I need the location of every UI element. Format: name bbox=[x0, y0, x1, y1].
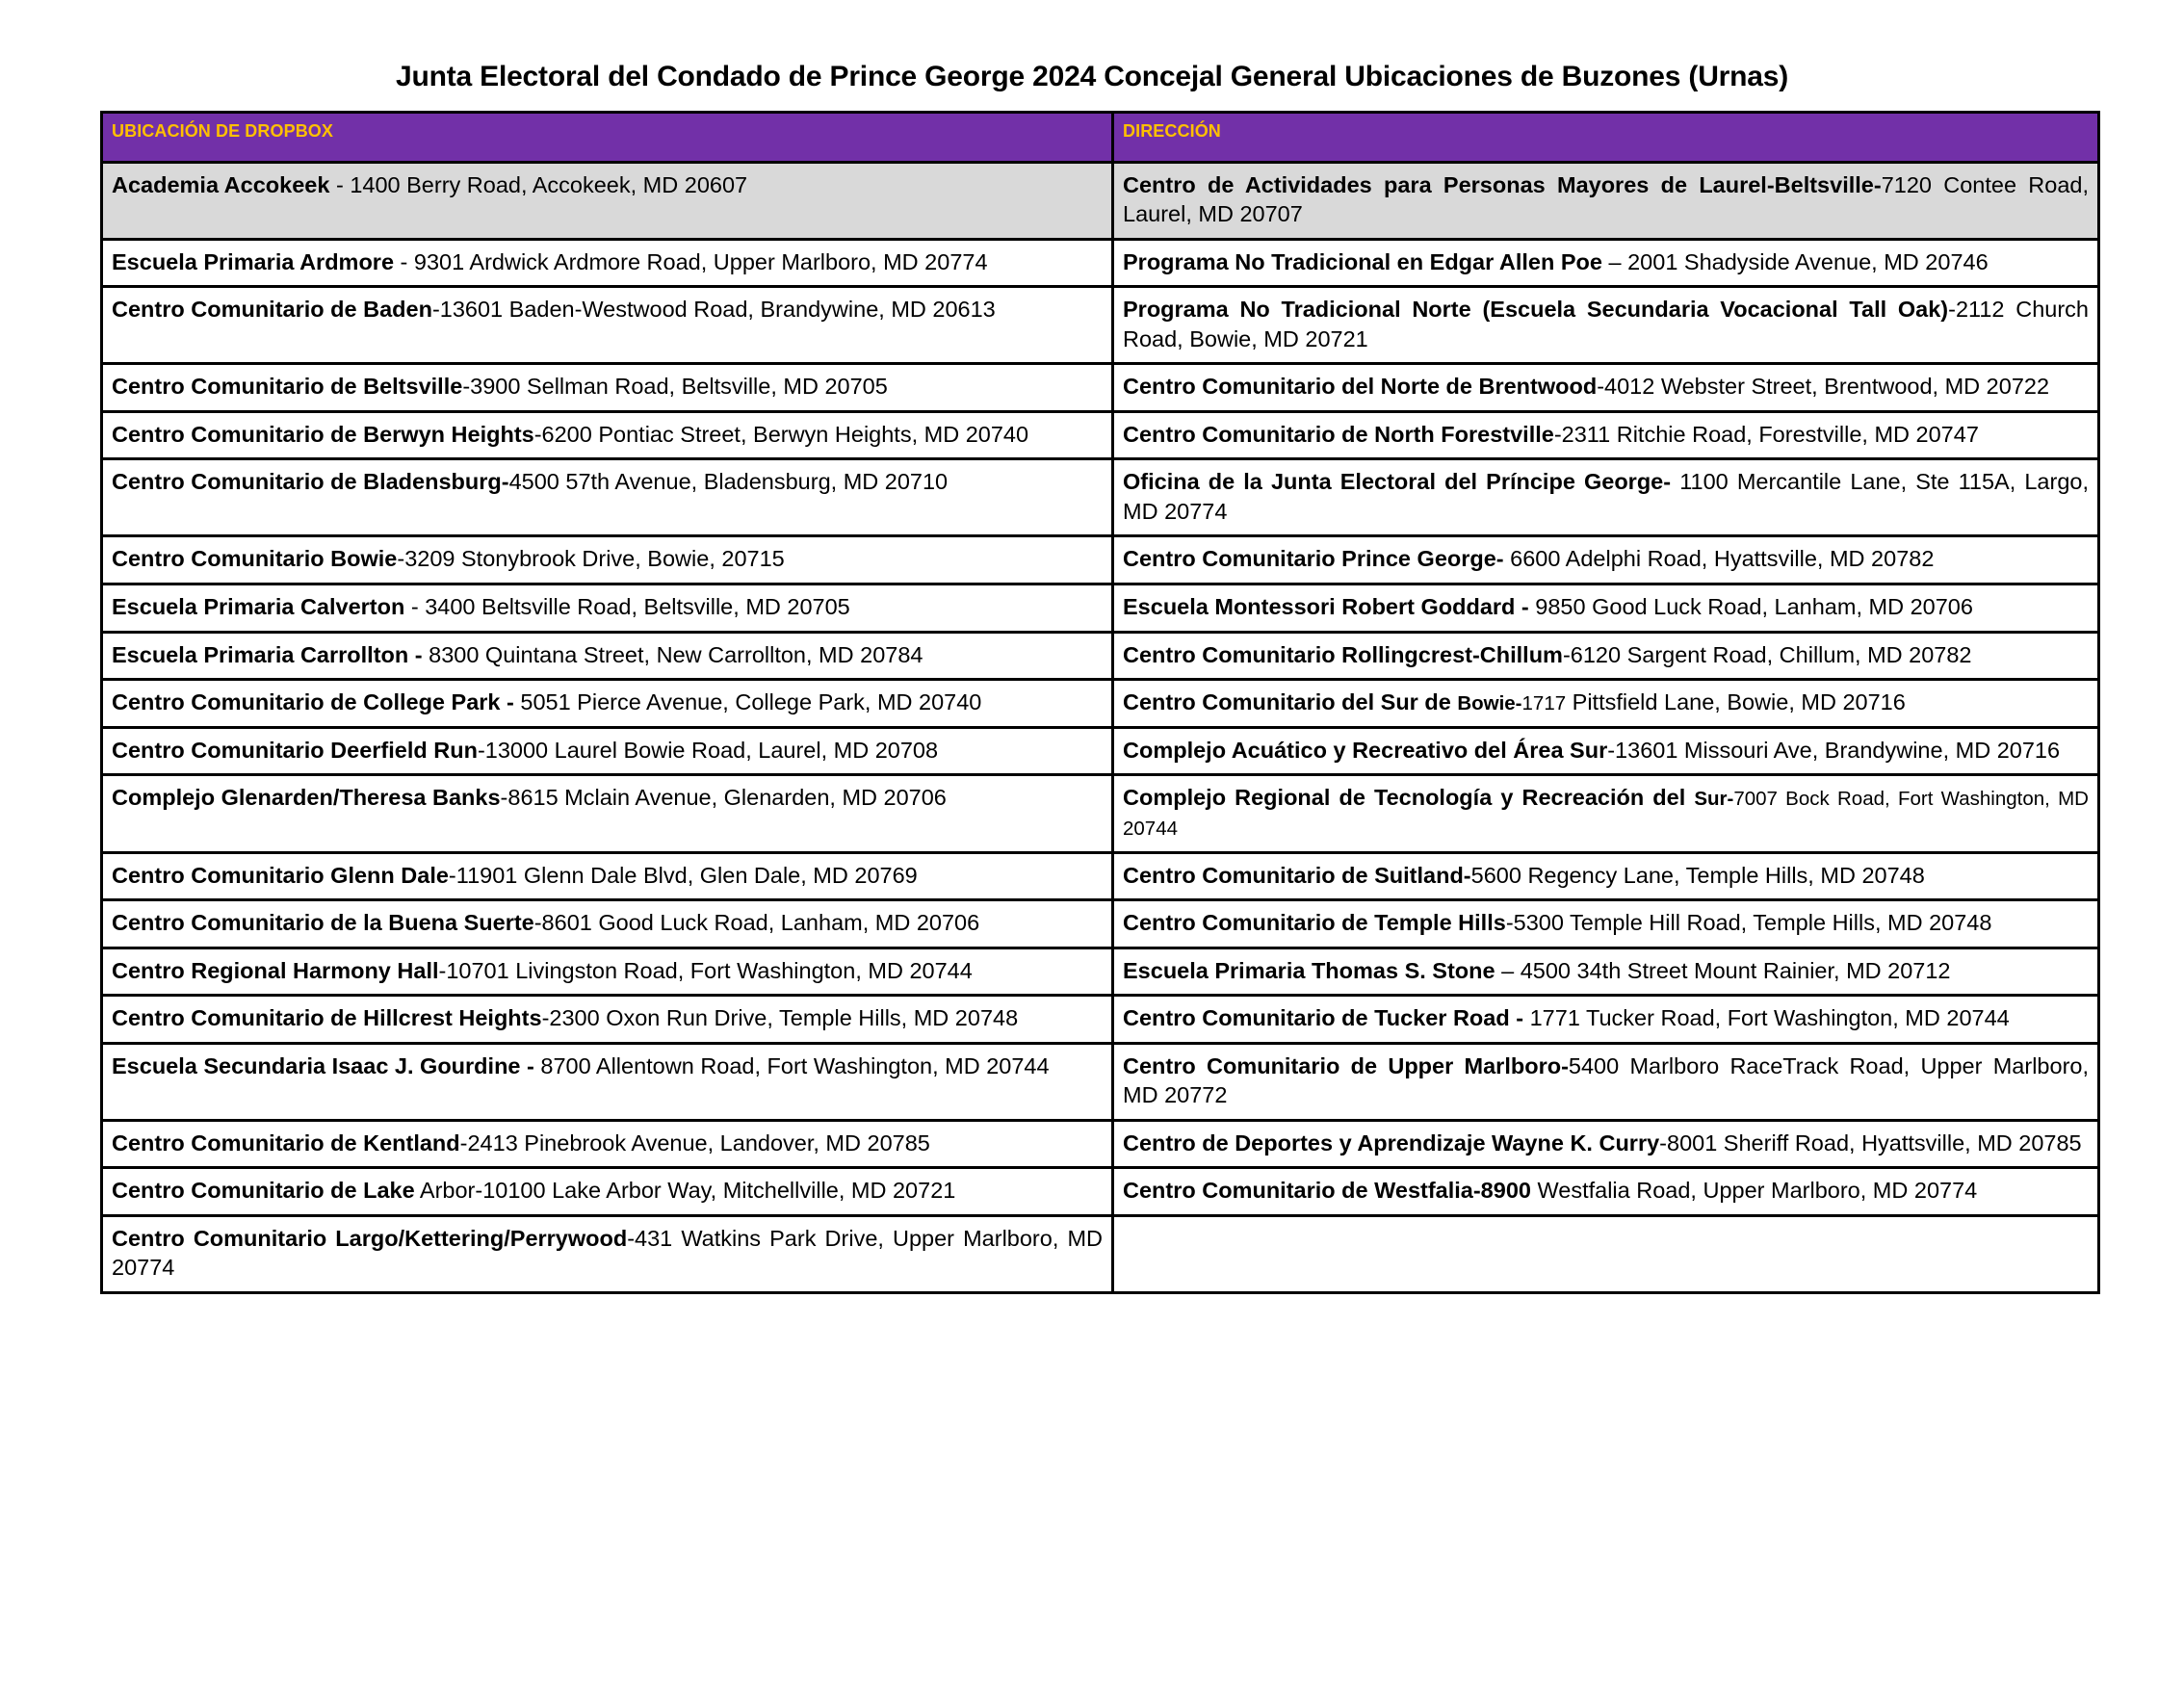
cell-location bbox=[102, 1043, 1113, 1120]
location-address: -13601 Baden-Westwood Road, Brandywine, MD 20613 bbox=[431, 297, 996, 323]
cell-location bbox=[102, 364, 1113, 412]
location-address: 1771 Tucker Road, Fort Washington, MD 20744 bbox=[1523, 1005, 2010, 1031]
table-row bbox=[102, 632, 2099, 680]
cell-address bbox=[1113, 680, 2099, 728]
table-row bbox=[102, 996, 2099, 1044]
cell-address bbox=[1113, 411, 2099, 459]
cell-location bbox=[102, 239, 1113, 287]
location-name: Escuela Primaria Calverton bbox=[112, 593, 405, 619]
location-address: -5300 Temple Hill Road, Temple Hills, MD 20748 bbox=[1505, 910, 1992, 936]
location-address: -2413 Pinebrook Avenue, Landover, MD 20785 bbox=[459, 1130, 930, 1156]
table-row bbox=[102, 162, 2099, 239]
location-address: -2112 Church Road, Bowie, MD 20721 bbox=[1123, 297, 2089, 351]
location-address: - 1400 Berry Road, Accokeek, MD 20607 bbox=[329, 171, 748, 197]
cell-address bbox=[1113, 1215, 2099, 1292]
location-name: Centro Comunitario Bowie bbox=[112, 546, 398, 572]
location-name: Centro Comunitario Deerfield Run bbox=[112, 737, 478, 763]
location-name: Programa No Tradicional Norte (Escuela Secundaria Vocacional Tall Oak) bbox=[1123, 297, 1949, 323]
table-row bbox=[102, 239, 2099, 287]
location-name: Centro Comunitario de Upper Marlboro- bbox=[1123, 1052, 1569, 1078]
cell-address bbox=[1113, 996, 2099, 1044]
location-name: Centro Comunitario de Lake bbox=[112, 1178, 415, 1204]
location-name: Centro Comunitario de Suitland- bbox=[1123, 862, 1471, 888]
table-row bbox=[102, 536, 2099, 584]
location-address: 5400 Marlboro RaceTrack Road, Upper Marlboro, MD 20772 bbox=[1123, 1052, 2089, 1108]
cell-location bbox=[102, 727, 1113, 775]
location-address: 9850 Good Luck Road, Lanham, MD 20706 bbox=[1528, 593, 1973, 619]
location-name: Centro de Actividades para Personas Mayores de Laurel-Beltsville- bbox=[1123, 171, 1882, 197]
table-row bbox=[102, 680, 2099, 728]
location-name: Centro Comunitario de Westfalia-8900 bbox=[1123, 1178, 1531, 1204]
cell-location bbox=[102, 996, 1113, 1044]
column-header-location: UBICACIÓN DE DROPBOX bbox=[102, 112, 1113, 162]
location-address: -8615 Mclain Avenue, Glenarden, MD 20706 bbox=[500, 785, 947, 811]
location-name: Centro Comunitario de Beltsville bbox=[112, 374, 463, 400]
table-header-row bbox=[102, 112, 2099, 162]
cell-address bbox=[1113, 1120, 2099, 1168]
cell-address bbox=[1113, 632, 2099, 680]
location-address: -8001 Sheriff Road, Hyattsville, MD 20785 bbox=[1659, 1130, 2082, 1156]
table-row bbox=[102, 584, 2099, 632]
table-row bbox=[102, 900, 2099, 948]
table-row bbox=[102, 948, 2099, 996]
location-address: Arbor-10100 Lake Arbor Way, Mitchellville, MD 20721 bbox=[414, 1178, 956, 1204]
table-row bbox=[102, 775, 2099, 852]
location-address: -431 Watkins Park Drive, Upper Marlboro, MD 20774 bbox=[112, 1225, 1103, 1281]
cell-address bbox=[1113, 1043, 2099, 1120]
location-name: Centro Comunitario Largo/Kettering/Perrywood bbox=[112, 1225, 628, 1251]
cell-address bbox=[1113, 775, 2099, 852]
location-address: 4500 57th Avenue, Bladensburg, MD 20710 bbox=[508, 469, 949, 495]
cell-address bbox=[1113, 948, 2099, 996]
table-body bbox=[102, 162, 2099, 1293]
location-address: -11901 Glenn Dale Blvd, Glen Dale, MD 20769 bbox=[448, 862, 918, 888]
location-name: Centro Comunitario del Norte de Brentwood bbox=[1123, 374, 1598, 400]
location-name: Centro Comunitario de Berwyn Heights bbox=[112, 421, 534, 447]
table-head bbox=[102, 112, 2099, 162]
cell-location bbox=[102, 775, 1113, 852]
location-name: Centro Comunitario de Baden bbox=[112, 297, 432, 323]
location-address: -6200 Pontiac Street, Berwyn Heights, MD 20740 bbox=[533, 421, 1029, 447]
location-address: -3900 Sellman Road, Beltsville, MD 20705 bbox=[462, 374, 888, 400]
location-name-small: Sur- bbox=[1694, 788, 1734, 811]
location-name: Centro de Deportes y Aprendizaje Wayne K. Curry bbox=[1123, 1130, 1660, 1156]
location-name: Centro Regional Harmony Hall bbox=[112, 957, 439, 983]
cell-address bbox=[1113, 727, 2099, 775]
cell-location bbox=[102, 852, 1113, 900]
cell-address bbox=[1113, 287, 2099, 364]
location-name: Complejo Glenarden/Theresa Banks bbox=[112, 785, 501, 811]
location-name: Escuela Montessori Robert Goddard - bbox=[1123, 593, 1529, 619]
location-name-small: Bowie- bbox=[1457, 692, 1522, 715]
dropbox-locations-table-wrap bbox=[100, 111, 2097, 1295]
location-address: - 3400 Beltsville Road, Beltsville, MD 20705 bbox=[404, 593, 850, 619]
location-name: Programa No Tradicional en Edgar Allen Poe bbox=[1123, 248, 1602, 274]
location-name: Escuela Primaria Ardmore bbox=[112, 248, 395, 274]
table-row bbox=[102, 1120, 2099, 1168]
location-address: -13000 Laurel Bowie Road, Laurel, MD 20708 bbox=[477, 737, 939, 763]
cell-location bbox=[102, 411, 1113, 459]
cell-address bbox=[1113, 584, 2099, 632]
location-name: Escuela Primaria Thomas S. Stone bbox=[1123, 957, 1495, 983]
location-name: Complejo Acuático y Recreativo del Área Sur bbox=[1123, 737, 1608, 763]
cell-location bbox=[102, 632, 1113, 680]
cell-location bbox=[102, 287, 1113, 364]
location-address: – 4500 34th Street Mount Rainier, MD 20712 bbox=[1495, 957, 1951, 983]
table-row bbox=[102, 1215, 2099, 1292]
table-row bbox=[102, 727, 2099, 775]
location-address: -10701 Livingston Road, Fort Washington, MD 20744 bbox=[438, 957, 973, 983]
location-address: -2311 Ritchie Road, Forestville, MD 20747 bbox=[1553, 421, 1979, 447]
location-name: Centro Comunitario de College Park - bbox=[112, 689, 514, 715]
table-row bbox=[102, 459, 2099, 536]
location-name: Centro Comunitario de Bladensburg- bbox=[112, 469, 509, 495]
location-address: 8700 Allentown Road, Fort Washington, MD 20744 bbox=[533, 1052, 1050, 1078]
location-name: Centro Comunitario de Hillcrest Heights bbox=[112, 1005, 542, 1031]
location-address: – 2001 Shadyside Avenue, MD 20746 bbox=[1601, 248, 1989, 274]
cell-address bbox=[1113, 364, 2099, 412]
table-row bbox=[102, 364, 2099, 412]
location-name: Academia Accokeek bbox=[112, 171, 330, 197]
location-address: 1100 Mercantile Lane, Ste 115A, Largo, MD 20774 bbox=[1123, 469, 2089, 524]
location-name: Centro Comunitario Rollingcrest-Chillum bbox=[1123, 641, 1563, 667]
location-address: -3209 Stonybrook Drive, Bowie, 20715 bbox=[397, 546, 785, 572]
table-row bbox=[102, 852, 2099, 900]
location-name: Oficina de la Junta Electoral del Príncipe George- bbox=[1123, 469, 1672, 495]
location-address: - 9301 Ardwick Ardmore Road, Upper Marlboro, MD 20774 bbox=[394, 248, 988, 274]
location-address: 8300 Quintana Street, New Carrollton, MD 20784 bbox=[422, 641, 923, 667]
location-name: Centro Comunitario del Sur de bbox=[1123, 689, 1458, 715]
cell-location bbox=[102, 584, 1113, 632]
cell-address bbox=[1113, 900, 2099, 948]
cell-location bbox=[102, 680, 1113, 728]
location-name: Escuela Primaria Carrollton - bbox=[112, 641, 423, 667]
location-name: Centro Comunitario Glenn Dale bbox=[112, 862, 449, 888]
location-name: Centro Comunitario de la Buena Suerte bbox=[112, 910, 534, 936]
table-row bbox=[102, 411, 2099, 459]
table-row bbox=[102, 1168, 2099, 1216]
location-address: Westfalia Road, Upper Marlboro, MD 20774 bbox=[1530, 1178, 1978, 1204]
column-header-address: DIRECCIÓN bbox=[1113, 112, 2099, 162]
table-row bbox=[102, 287, 2099, 364]
location-address-small: 7007 Bock Road, Fort Washington, MD 20744 bbox=[1123, 788, 2089, 840]
page-title: Junta Electoral del Condado de Prince George 2024 Concejal General Ubicaciones de Buzones (Urnas) bbox=[395, 61, 1789, 92]
location-address: -2300 Oxon Run Drive, Temple Hills, MD 20748 bbox=[541, 1005, 1019, 1031]
cell-location bbox=[102, 948, 1113, 996]
cell-location bbox=[102, 1120, 1113, 1168]
location-name: Centro Comunitario Prince George- bbox=[1123, 546, 1504, 572]
cell-location bbox=[102, 1215, 1113, 1292]
cell-location bbox=[102, 459, 1113, 536]
cell-address bbox=[1113, 162, 2099, 239]
cell-location bbox=[102, 900, 1113, 948]
location-address: -13601 Missouri Ave, Brandywine, MD 20716 bbox=[1607, 737, 2061, 763]
location-address: 5051 Pierce Avenue, College Park, MD 20740 bbox=[513, 689, 982, 715]
location-name: Escuela Secundaria Isaac J. Gourdine - bbox=[112, 1052, 534, 1078]
cell-location bbox=[102, 536, 1113, 584]
table-row bbox=[102, 1043, 2099, 1120]
cell-address bbox=[1113, 239, 2099, 287]
location-address: 5600 Regency Lane, Temple Hills, MD 20748 bbox=[1470, 862, 1925, 888]
location-address: -6120 Sargent Road, Chillum, MD 20782 bbox=[1562, 641, 1972, 667]
location-name: Centro Comunitario de Tucker Road - bbox=[1123, 1005, 1524, 1031]
location-address: -4012 Webster Street, Brentwood, MD 20722 bbox=[1597, 374, 2050, 400]
location-name: Centro Comunitario de Temple Hills bbox=[1123, 910, 1506, 936]
location-name: Centro Comunitario de North Forestville bbox=[1123, 421, 1554, 447]
cell-address bbox=[1113, 536, 2099, 584]
location-name: Centro Comunitario de Kentland bbox=[112, 1130, 460, 1156]
location-address: 7120 Contee Road, Laurel, MD 20707 bbox=[1123, 171, 2089, 227]
dropbox-locations-table bbox=[100, 111, 2100, 1295]
cell-location bbox=[102, 1168, 1113, 1216]
cell-location bbox=[102, 162, 1113, 239]
location-address: -8601 Good Luck Road, Lanham, MD 20706 bbox=[533, 910, 980, 936]
cell-address bbox=[1113, 1168, 2099, 1216]
location-address: 6600 Adelphi Road, Hyattsville, MD 20782 bbox=[1503, 546, 1935, 572]
cell-address bbox=[1113, 852, 2099, 900]
cell-address bbox=[1113, 459, 2099, 536]
location-address: Pittsfield Lane, Bowie, MD 20716 bbox=[1566, 689, 1906, 715]
location-address-small: 1717 bbox=[1521, 692, 1567, 715]
location-name: Complejo Regional de Tecnología y Recreación del bbox=[1123, 785, 1695, 811]
